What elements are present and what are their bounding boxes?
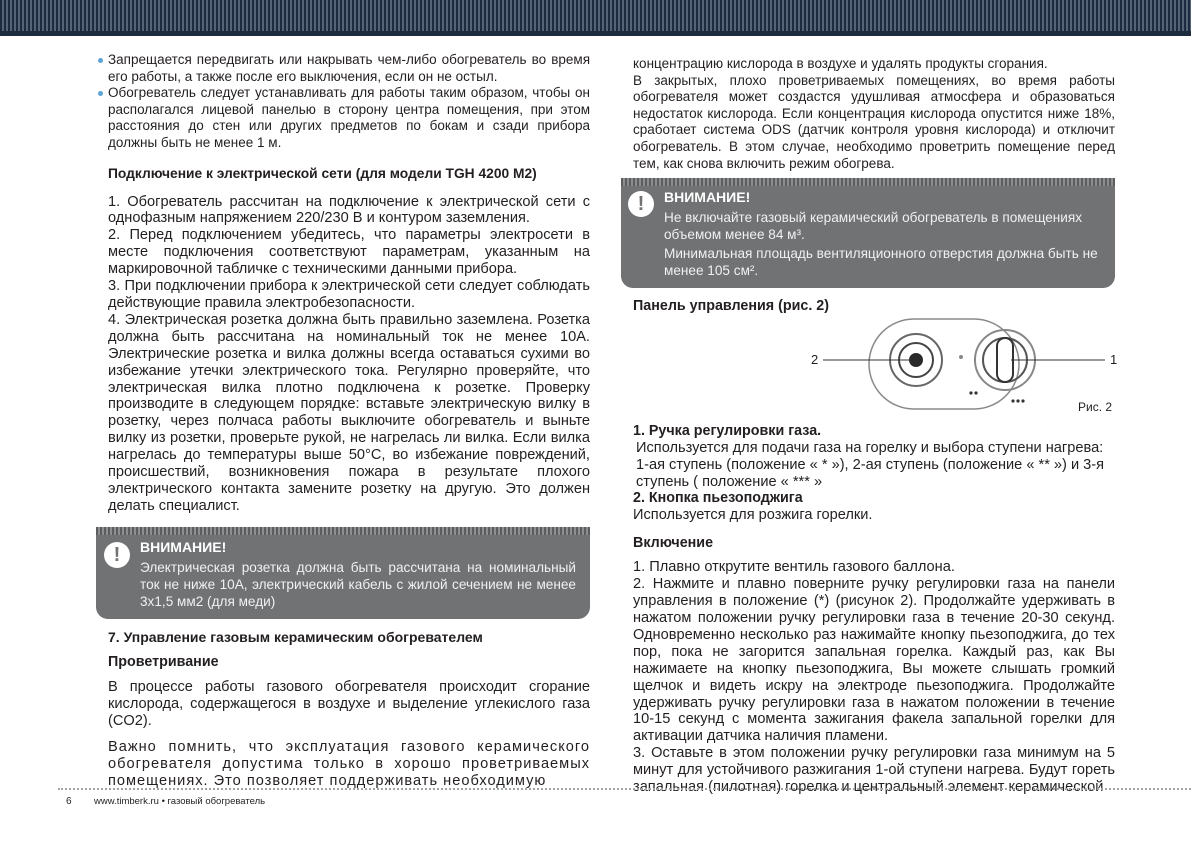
header-band xyxy=(0,0,1191,36)
panel-title: Панель управления (рис. 2) xyxy=(633,297,830,314)
paragraph: В процессе работы газового обогревателя происходит сгорание кислорода, содержащегося в воздухе и выделение углекислого газа (CO2). xyxy=(108,679,590,730)
list-item: 3. Оставьте в этом положении ручку регулировки газа минимум на 5 минут для устойчивого разжигания 1-ой ступени нагрева. Будут гореть запальная (пилотная) горелка и центральный элемент керамической xyxy=(633,745,1115,796)
right-column xyxy=(633,56,1118,796)
left-column xyxy=(108,52,590,790)
footer-divider xyxy=(58,788,1191,790)
warning-text: Минимальная площадь вентиляционного отверстия должна быть не менее 105 см². xyxy=(664,245,1098,278)
paragraph: концентрацию кислорода в воздухе и удалять продукты сгорания. xyxy=(633,56,1048,71)
bullet-item: Обогреватель следует устанавливать для работы таким образом, чтобы он располагался лицевой панелью в сторону центра помещения, при этом расстояния до стен или других предметов по бокам и сзади прибора должны быть не менее 1 м. xyxy=(98,85,590,151)
item-text: Используется для розжига горелки. xyxy=(633,507,873,524)
list-item: 1. Плавно открутите вентиль газового баллона. xyxy=(633,559,955,576)
warning-title: ВНИМАНИЕ! xyxy=(664,189,751,206)
list-item: 2. Перед подключением убедитесь, что параметры электросети в месте подключения соответствуют параметрам, указанным на маркировочной табличке с техническими данными прибора. xyxy=(108,227,590,278)
section-title: Включение xyxy=(633,535,714,552)
warning-text: Электрическая розетка должна быть рассчитана на номинальный ток не ниже 10А, электрический кабель с жилой сечением не менее 3х1,5 мм2 (для меди) xyxy=(140,559,576,609)
bullet-item: Запрещается передвигать или накрывать чем-либо обогреватель во время его работы, а также после его выключения, если он не остыл. xyxy=(98,52,590,85)
exclamation-icon: ! xyxy=(628,191,654,217)
list-item: 3. При подключении прибора к электрической сети следует соблюдать действующие правила электробезопасности. xyxy=(108,278,590,311)
figure-caption: Рис. 2 xyxy=(1078,399,1113,414)
warning-stripe xyxy=(96,527,590,535)
chapter-title: 7. Управление газовым керамическим обогревателем xyxy=(108,629,483,646)
warning-box xyxy=(621,178,1115,288)
paragraph: В закрытых, плохо проветриваемых помещениях, во время работы обогревателя может создастся удушливая атмосфера и образоваться недостаток кислорода. Если концентрация кислорода опустится ниже 18%, сработает система ODS (датчик контроля уровня кислорода) и отключит обогреватель. В этом случае, необходимо проветрить помещение перед тем, как снова включить режим обогрева. xyxy=(633,72,1115,171)
item-title: 1. Ручка регулировки газа. xyxy=(633,422,822,439)
control-panel-drawing xyxy=(633,317,1118,417)
warning-text: Не включайте газовый керамический обогреватель в помещениях объемом менее 84 м³. xyxy=(664,210,1083,242)
warning-title: ВНИМАНИЕ! xyxy=(140,538,227,555)
warning-stripe xyxy=(621,178,1115,186)
exclamation-icon: ! xyxy=(104,542,130,568)
item-text: Используется для подачи газа на горелку и выбора ступени нагрева: 1-ая ступень (положение « * »), 2-ая ступень (положение « ** ») и 3-я ступень ( положение « *** » xyxy=(636,439,1105,490)
list-item: 4. Электрическая розетка должна быть правильно заземлена. Розетка должна быть рассчитана на номинальный ток не менее 10А. Электрические розетка и вилка должны всегда оставаться сухими во избежание утечки электрического тока. Регулярно проверяйте, что электрическая вилка плотно подключена к розетке. Проверку производите в следующем порядке: вставьте электрическую вилку в розетку, через полчаса работы выключите обогреватель и выньте вилку из розетки, проверьте рукой, не нагрелась ли вилка. Если вилка нагрелась до температуры выше 50°С, во избежание повреждений, происшествий, возникновения пожара в результате плохого электрического контакта замените розетку на другую. Это должен делать специалист. xyxy=(108,311,590,514)
figure-label: 2 xyxy=(811,351,819,367)
subtitle: Проветривание xyxy=(108,654,219,671)
section-title: Подключение к электрической сети (для модели TGH 4200 M2) xyxy=(108,165,537,181)
list-item: 1. Обогреватель рассчитан на подключение к электрической сети с однофазным напряжением 220/230 В и контуром заземления. xyxy=(108,193,590,227)
warning-box xyxy=(96,527,590,620)
page-number: 6 xyxy=(66,796,72,807)
paragraph: Важно помнить, что эксплуатация газового керамического обогревателя допустима только в хорошо проветриваемых помещениях. Это позволяет поддерживать необходимую xyxy=(108,739,590,789)
item-title: 2. Кнопка пьезоподжига xyxy=(633,490,803,507)
figure-label: 1 xyxy=(1110,351,1118,367)
bullet-list xyxy=(98,52,590,152)
footer-text: www.timberk.ru • газовый обогреватель xyxy=(94,796,266,807)
control-panel-figure xyxy=(633,317,1118,417)
list-item: 2. Нажмите и плавно поверните ручку регулировки газа на панели управления в положение (*) (рисунок 2). Продолжайте удерживать в нажатом положении ручку регулировки газа в течение 20-30 секунд. Одновременно несколько раз нажимайте кнопку пьезоподжига, до тех пор, пока не загорится запальная горелка. Каждый раз, как Вы нажимаете на кнопку пьезоподжига, Вы можете слышать громкий щелчок и видеть искру на электроде пьезоподжига. Продолжайте удерживать ручку регулировки газа в нажатом положении в течение 10-15 секунд с момента зажигания факела запальной горелки для активации датчика наличия пламени. xyxy=(633,576,1115,745)
